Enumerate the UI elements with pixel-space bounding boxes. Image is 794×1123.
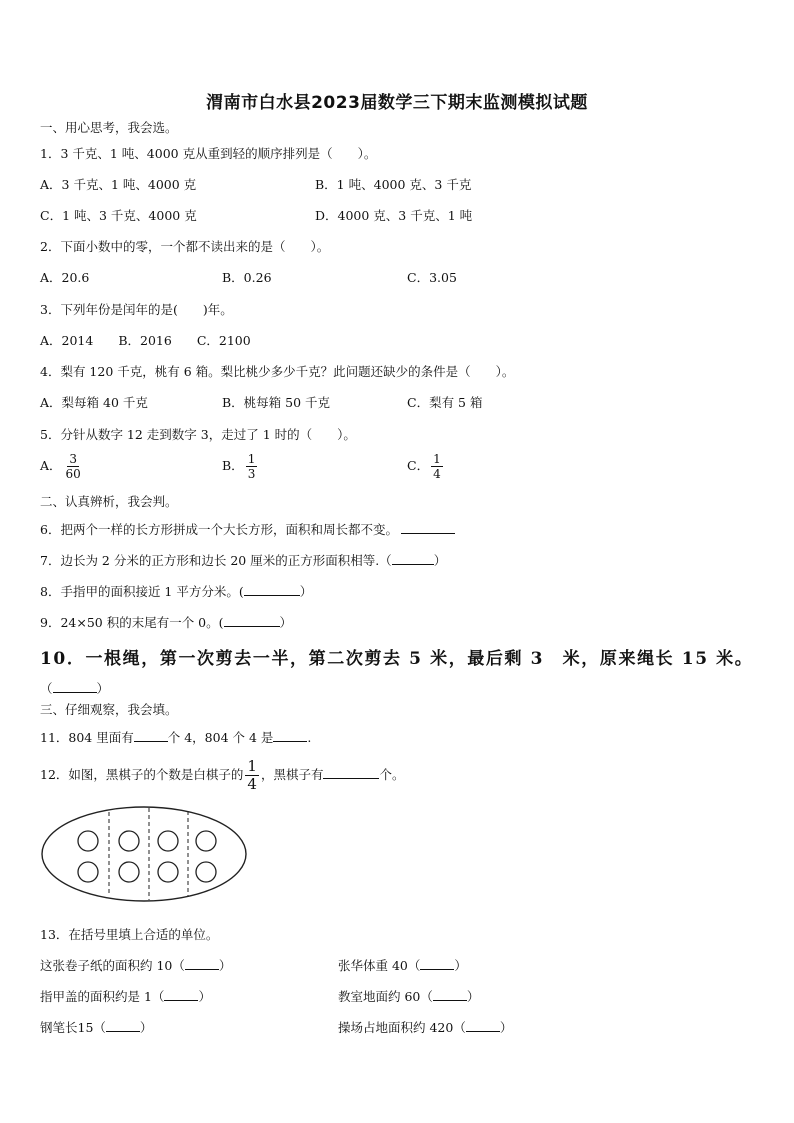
- close-paren: ）: [433, 553, 447, 568]
- q13-item-left-2: [40, 988, 211, 1005]
- q2-stem: 2．下面小数中的零，一个都不读出来的是（ ）。: [40, 239, 330, 254]
- q13-item-right-1: [338, 957, 467, 974]
- fraction: [246, 452, 258, 481]
- q1-stem: 1．3 千克、1 吨、4000 克从重到轻的顺序排列是（ ）。: [40, 146, 377, 161]
- q8-text: 8．手指甲的面积接近 1 平方分米。(: [40, 584, 244, 599]
- q13-unit-blank[interactable]: [106, 1019, 140, 1032]
- q5-option-b[interactable]: [222, 452, 259, 481]
- fraction-numerator: 1: [247, 757, 257, 775]
- q4-option-c[interactable]: C．梨有 5 箱: [407, 395, 483, 410]
- q11-blank-1[interactable]: [134, 729, 168, 742]
- q8-line: [40, 583, 312, 600]
- q12-line: [40, 758, 405, 793]
- chess-piece: [196, 831, 216, 851]
- q10-text: 10．一根绳，第一次剪去一半，第二次剪去 5 米，最后剩 3 米，原来绳长 15 米。: [40, 649, 754, 669]
- q11-part1: 11．804 里面有: [40, 730, 134, 745]
- q5-stem: 5．分针从数字 12 走到数字 3，走过了 1 时的（ ）。: [40, 427, 356, 442]
- q5-option-c-label: C．: [407, 458, 430, 473]
- q3-stem: 3．下列年份是闰年的是( )年。: [40, 302, 233, 317]
- q13-unit-blank[interactable]: [185, 957, 219, 970]
- close-paren: ）: [454, 958, 467, 973]
- q10-answer-blank[interactable]: [53, 680, 97, 693]
- q12-part2: ，黑棋子有: [260, 767, 324, 782]
- open-paren: （: [40, 681, 53, 696]
- q11-line: [40, 729, 311, 746]
- q8-answer-blank[interactable]: [244, 583, 300, 596]
- close-paren: ）: [218, 958, 232, 973]
- q13-unit-blank[interactable]: [420, 957, 454, 970]
- q5-option-c[interactable]: [407, 452, 445, 481]
- q6-text: 6．把两个一样的长方形拼成一个大长方形，面积和周长都不变。: [40, 522, 398, 537]
- fraction-denominator: 4: [433, 467, 441, 481]
- q9-text: 9．24×50 积的末尾有一个 0。(: [40, 615, 224, 630]
- q10-answer: [40, 680, 109, 697]
- q4-option-a[interactable]: A．梨每箱 40 千克: [40, 395, 148, 410]
- page-title: 渭南市白水县2023届数学三下期末监测模拟试题: [206, 93, 588, 113]
- section-heading-choose: 一、用心思考，我会选。: [40, 120, 178, 135]
- q13-item-right-2: [338, 988, 479, 1005]
- q7-line: [40, 552, 446, 569]
- close-paren: ）: [499, 1020, 513, 1035]
- q13-text: 钢笔长15（: [40, 1020, 106, 1035]
- fraction: [431, 452, 443, 481]
- fraction: [245, 758, 259, 793]
- close-paren: ）: [466, 989, 480, 1004]
- close-paren: ）: [279, 615, 293, 630]
- q1-option-b[interactable]: B．1 吨、4000 克、3 千克: [315, 177, 472, 192]
- q13-text: 指甲盖的面积约是 1（: [40, 989, 165, 1004]
- chess-piece: [158, 862, 178, 882]
- fraction-denominator: 3: [247, 467, 256, 481]
- q7-text: 7．边长为 2 分米的正方形和边长 20 厘米的正方形面积相等.（: [40, 553, 392, 568]
- q4-option-b[interactable]: B．桃每箱 50 千克: [222, 395, 331, 410]
- q12-answer-blank[interactable]: [323, 766, 379, 779]
- chess-pieces-figure: [40, 802, 250, 906]
- q6-answer-blank[interactable]: [401, 521, 455, 534]
- q2-option-c[interactable]: C．3.05: [407, 270, 457, 285]
- q13-item-right-3: [338, 1019, 512, 1036]
- fraction-denominator: 60: [65, 467, 81, 481]
- q13-item-left-1: [40, 957, 231, 974]
- fraction-numerator: 1: [433, 452, 441, 466]
- q12-part1: 12．如图，黑棋子的个数是白棋子的: [40, 767, 244, 782]
- close-paren: ）: [96, 681, 110, 696]
- q13-text: 张华体重 40（: [338, 958, 421, 973]
- q11-part2: 个 4，804 个 4 是: [167, 730, 274, 745]
- chess-piece: [78, 831, 98, 851]
- q9-line: [40, 614, 292, 631]
- chess-piece: [196, 862, 216, 882]
- q13-text: 教室地面约 60（: [338, 989, 433, 1004]
- q13-unit-blank[interactable]: [433, 988, 467, 1001]
- q7-answer-blank[interactable]: [392, 552, 434, 565]
- chess-piece: [119, 862, 139, 882]
- q2-option-b[interactable]: B．0.26: [222, 270, 272, 285]
- q13-item-left-3: [40, 1019, 152, 1036]
- q13-unit-blank[interactable]: [466, 1019, 500, 1032]
- q11-part3: .: [307, 730, 312, 745]
- close-paren: ）: [299, 584, 313, 599]
- section-heading-fill: 三、仔细观察，我会填。: [40, 702, 178, 717]
- q11-blank-2[interactable]: [273, 729, 307, 742]
- fraction: [64, 452, 83, 481]
- q4-stem: 4．梨有 120 千克，桃有 6 箱。梨比桃少多少千克？此问题还缺少的条件是（ ）。: [40, 364, 515, 379]
- q13-text: 操场占地面积约 420（: [338, 1020, 466, 1035]
- q12-part3: 个。: [379, 767, 405, 782]
- oval-border: [42, 807, 246, 901]
- q5-option-b-label: B．: [222, 458, 244, 473]
- chess-piece: [78, 862, 98, 882]
- chess-piece: [119, 831, 139, 851]
- fraction-numerator: 1: [247, 452, 256, 466]
- q2-option-a[interactable]: A．20.6: [40, 270, 90, 285]
- q5-option-a[interactable]: [40, 452, 85, 481]
- q1-option-c[interactable]: C．1 吨、3 千克、4000 克: [40, 208, 197, 223]
- q5-option-a-label: A．: [40, 458, 62, 473]
- section-heading-judge: 二、认真辨析，我会判。: [40, 494, 178, 509]
- q13-text: 这张卷子纸的面积约 10（: [40, 958, 185, 973]
- chess-piece: [158, 831, 178, 851]
- fraction-numerator: 3: [69, 452, 77, 466]
- fraction-denominator: 4: [247, 775, 257, 793]
- q1-option-d[interactable]: D．4000 克、3 千克、1 吨: [315, 208, 473, 223]
- q9-answer-blank[interactable]: [224, 614, 280, 627]
- q13-unit-blank[interactable]: [164, 988, 198, 1001]
- q3-options[interactable]: A．2014 B．2016 C．2100: [40, 333, 251, 348]
- q1-option-a[interactable]: A．3 千克、1 吨、4000 克: [40, 177, 197, 192]
- q6-line: [40, 521, 455, 538]
- close-paren: ）: [198, 989, 211, 1004]
- close-paren: ）: [139, 1020, 153, 1035]
- q13-stem: 13．在括号里填上合适的单位。: [40, 927, 219, 942]
